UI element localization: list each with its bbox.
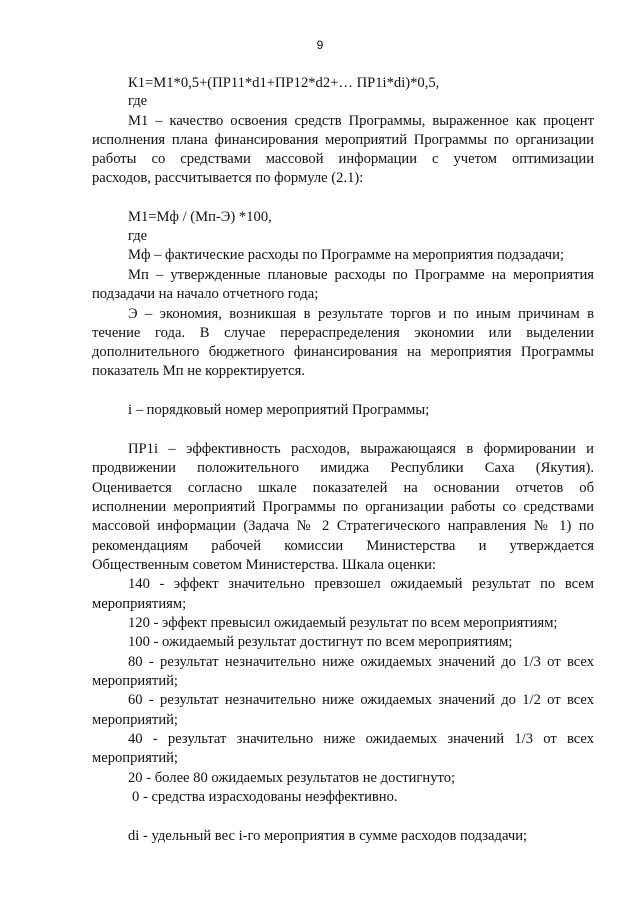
- formula-k1: К1=М1*0,5+(ПР11*d1+ПР12*d2+… ПР1i*di)*0,5,: [128, 75, 440, 91]
- scale-item: 40 - результат значительно ниже ожидаемых значений 1/3 от всех: [128, 731, 594, 747]
- text-line: Общественным советом Министерства. Шкала оценки:: [92, 557, 436, 573]
- where-label: где: [128, 93, 148, 109]
- text-line: исполнении мероприятий Программы по организации работы со средствами: [92, 499, 594, 515]
- text-line: массовой информации (Задача № 2 Стратегического направления № 1) по: [92, 518, 594, 534]
- scale-item: 60 - результат незначительно ниже ожидаемых значений до 1/2 от всех: [128, 692, 594, 708]
- scale-item: 120 - эффект превысил ожидаемый результат по всем мероприятиям;: [128, 615, 558, 631]
- text-line: дополнительного бюджетного финансирования на мероприятия Программы: [92, 344, 594, 360]
- text-line: М1 – качество освоения средств Программы, выраженное как процент: [128, 113, 594, 129]
- scale-item: 0 - средства израсходованы неэффективно.: [132, 789, 398, 805]
- text-line: Э – экономия, возникшая в результате торгов и по иным причинам в: [128, 306, 594, 322]
- scale-item-cont: мероприятиям;: [92, 596, 187, 612]
- scale-item-cont: мероприятий;: [92, 673, 178, 689]
- text-line: i – порядковый номер мероприятий Программы;: [128, 402, 430, 418]
- text-line: Мп – утвержденные плановые расходы по Программе на мероприятия: [128, 267, 594, 283]
- text-line: течение года. В случае перераспределения экономии или выделении: [92, 325, 594, 341]
- text-line: показатель Мп не корректируется.: [92, 363, 306, 379]
- scale-item: 80 - результат незначительно ниже ожидаемых значений до 1/3 от всех: [128, 654, 594, 670]
- scale-item: 20 - более 80 ожидаемых результатов не достигнуто;: [128, 770, 456, 786]
- scale-item: 140 - эффект значительно превзошел ожидаемый результат по всем: [128, 576, 594, 592]
- text-line: ПР1i – эффективность расходов, выражающаяся в формировании и: [128, 441, 594, 457]
- scale-item-cont: мероприятий;: [92, 750, 178, 766]
- text-line: работы со средствами массовой информации с учетом оптимизации: [92, 151, 594, 167]
- formula-m1: М1=Мф / (Мп-Э) *100,: [128, 209, 272, 225]
- text-line: подзадачи на начало отчетного года;: [92, 286, 319, 302]
- where-label: где: [128, 228, 148, 244]
- text-line: Мф – фактические расходы по Программе на мероприятия подзадачи;: [128, 247, 565, 263]
- text-line: рекомендациям рабочей комиссии Министерства и утверждается: [92, 538, 594, 554]
- text-line: расходов, рассчитывается по формуле (2.1):: [92, 170, 364, 186]
- scale-item-cont: мероприятий;: [92, 712, 178, 728]
- text-line: Оценивается согласно шкале показателей на основании отчетов об: [92, 480, 594, 496]
- scale-item: 100 - ожидаемый результат достигнут по всем мероприятиям;: [128, 634, 513, 650]
- text-line: продвижении положительного имиджа Республики Саха (Якутия).: [92, 460, 594, 476]
- text-line: di - удельный вес i-го мероприятия в сумме расходов подзадачи;: [128, 828, 528, 844]
- page-number: 9: [316, 38, 324, 52]
- text-line: исполнения плана финансирования мероприятий Программы по организации: [92, 132, 594, 148]
